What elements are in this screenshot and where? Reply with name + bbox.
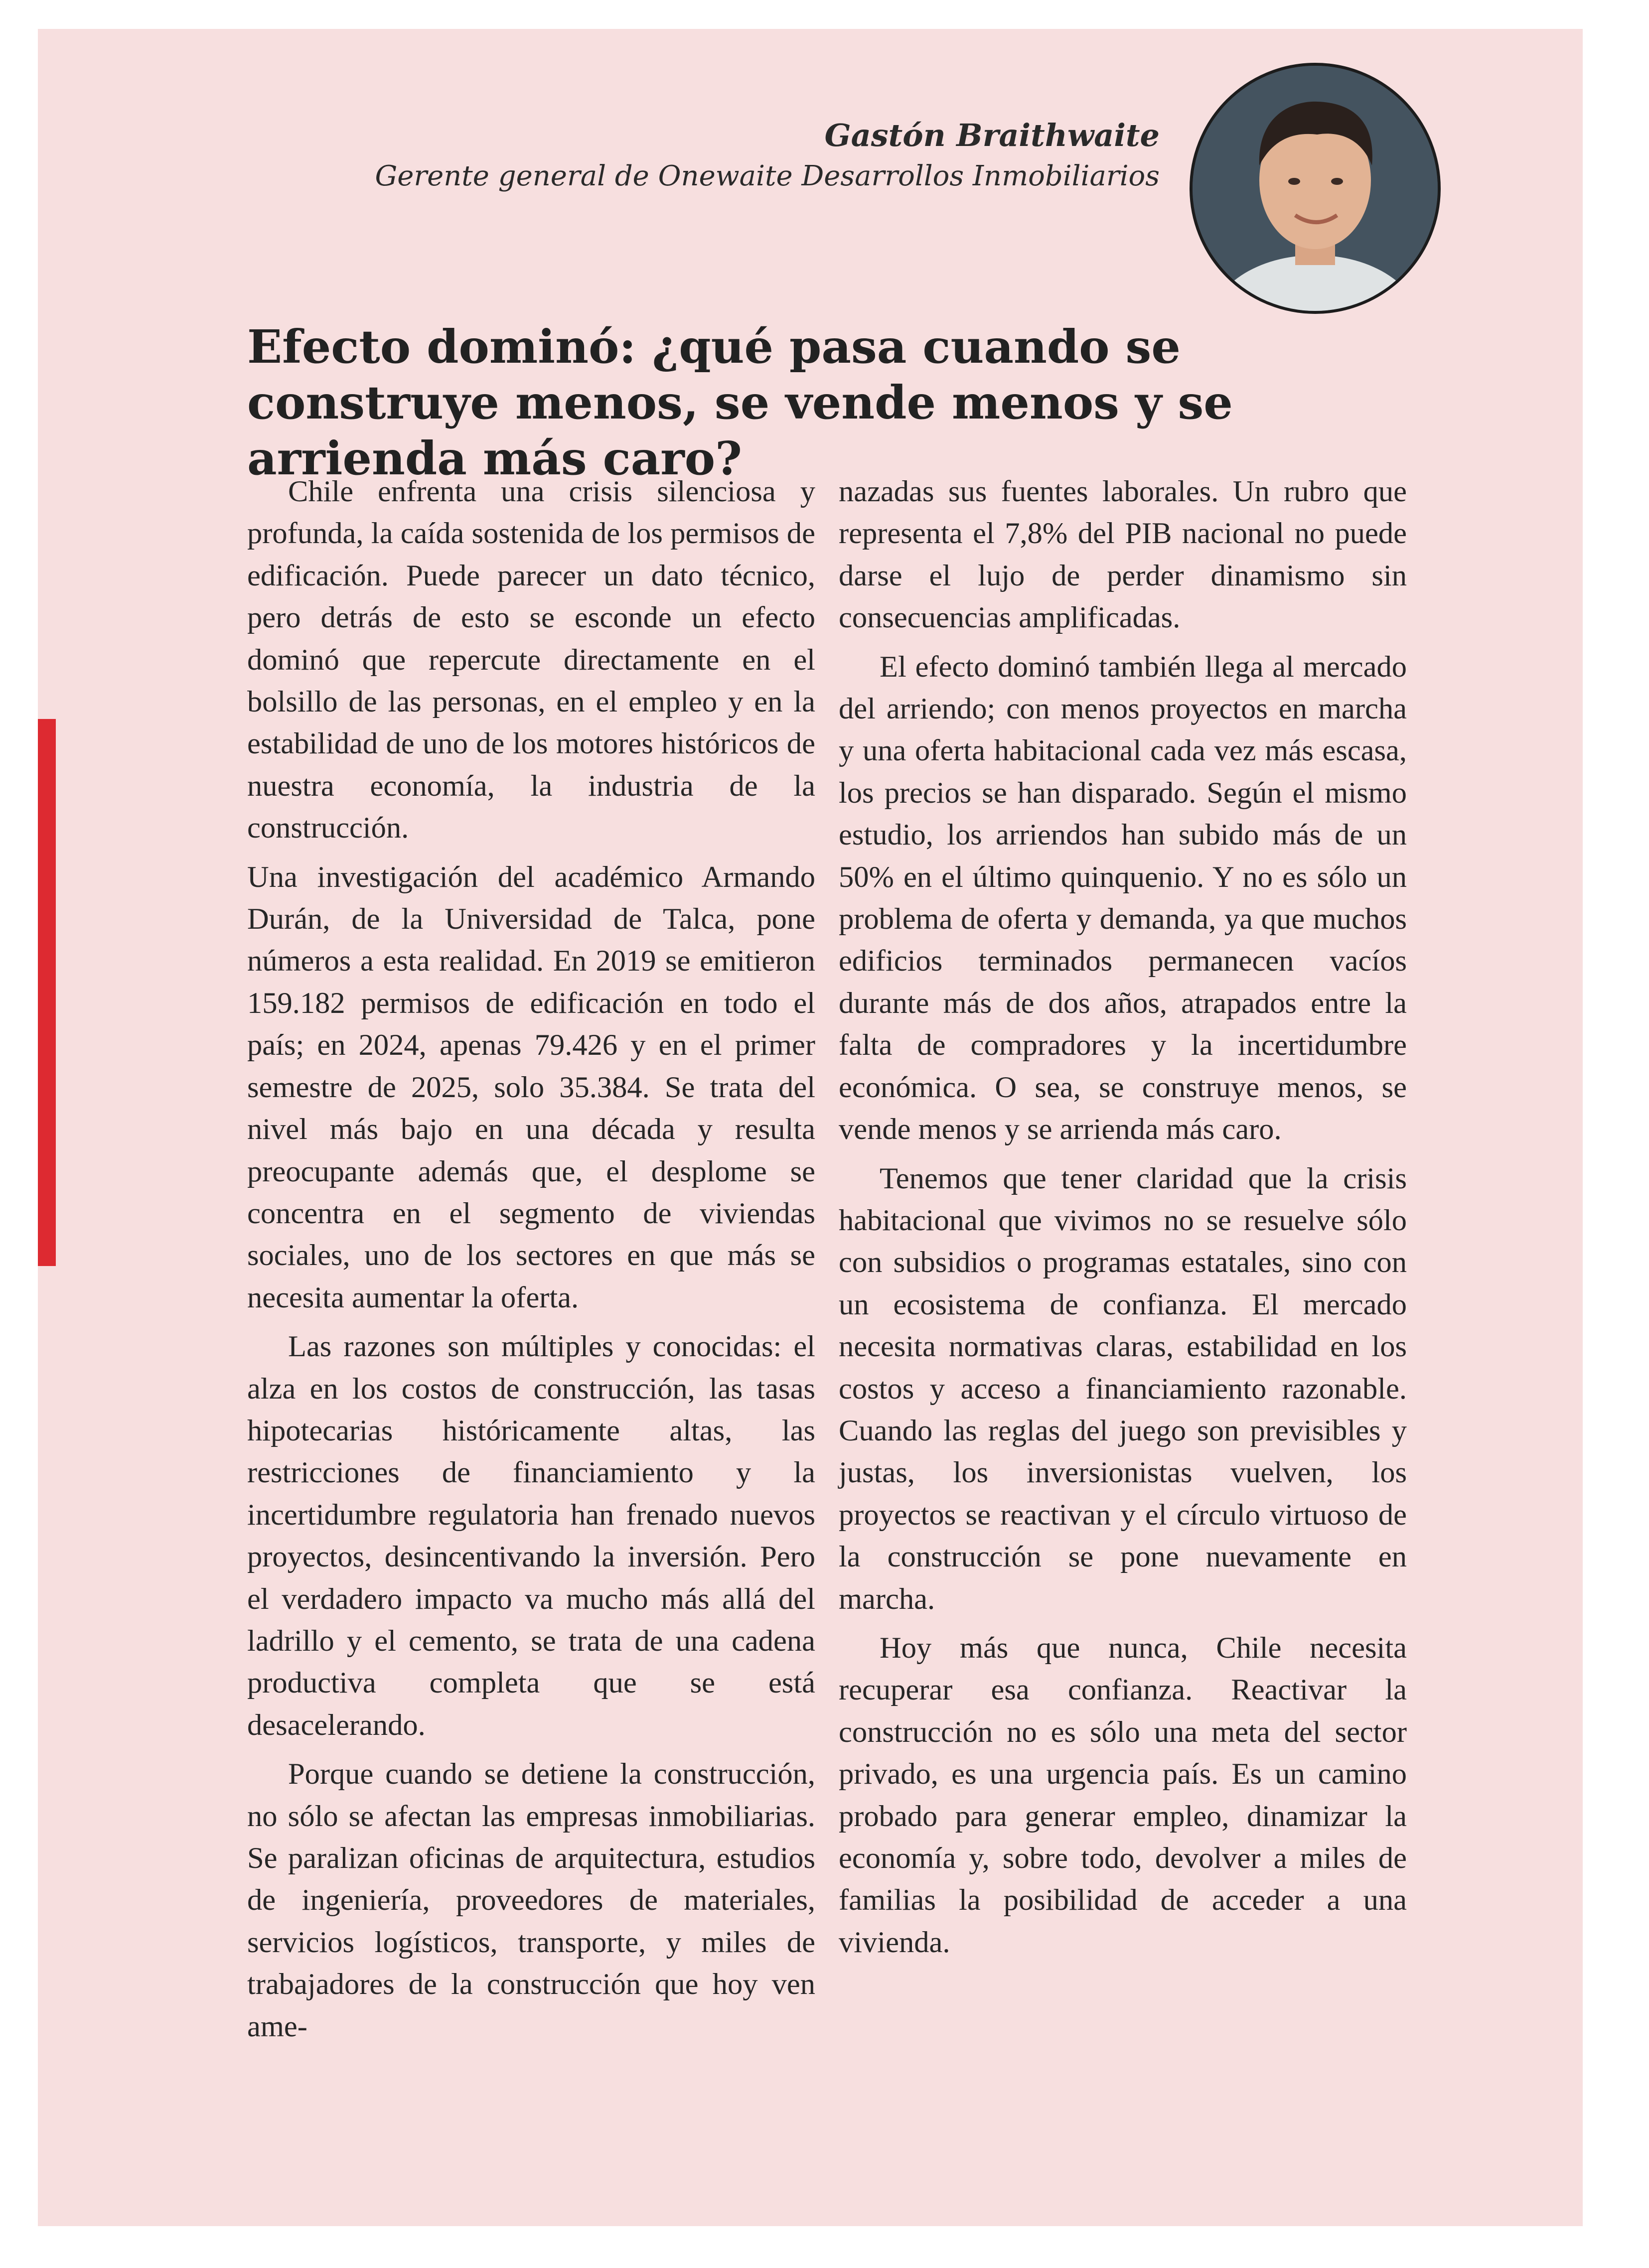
author-role: Gerente general de Onewaite Desarrollos Inmobiliarios bbox=[375, 160, 1160, 192]
article-paragraph-4-end: nazadas sus fuentes laborales. Un rubro que representa el 7,8% del PIB nacional no puede darse el lujo de perder dinamismo sin consecuencias amplificadas. bbox=[839, 475, 1407, 635]
article-paragraph-1: Chile enfrenta una crisis silenciosa y profunda, la caída sostenida de los permisos de edificación. Puede parecer un dato técnico, pero detrás de esto se esconde un efecto dominó que repercute directamente en el bolsillo de las personas, en el empleo y en la estabilidad de uno de los motores históricos de nuestra economía, la industria de la construcción. bbox=[247, 475, 815, 845]
article-paragraph-3: Las razones son múltiples y conocidas: el alza en los costos de construcción, las tasas hipotecarias históricamente altas, las restricciones de financiamiento y la incertidumbre regulatoria han frenado nuevos proyectos, desincentivando la inversión. Pero el verdadero impacto va mucho más allá del ladrillo y el cemento, se trata de una cadena productiva completa que se está desacelerando. bbox=[247, 1330, 815, 1742]
article-paragraph-2: Una investigación del académico Armando Durán, de la Universidad de Talca, pone números a esta realidad. En 2019 se emitieron 159.182 permisos de edificación en todo el país; en 2024, apenas 79.426 y en el primer semestre de 2025, solo 35.384. Se trata del nivel más bajo en una década y resulta preocupante además que, el desplome se concentra en el segmento de viviendas sociales, uno de los sectores en que más se necesita aumentar la oferta. bbox=[247, 860, 815, 1314]
article-column-left bbox=[247, 471, 815, 2055]
article-paragraph-5: El efecto dominó también llega al mercado del arriendo; con menos proyectos en marcha y una oferta habitacional cada vez más escasa, los precios se han disparado. Según el mismo estudio, los arriendos han subido más de un 50% en el último quinquenio. Y no es sólo un problema de oferta y demanda, ya que muchos edificios terminados permanecen vacíos durante más de dos años, atrapados entre la falta de compradores y la incertidumbre económica. O sea, se construye menos, se vende menos y se arrienda más caro. bbox=[839, 650, 1407, 1146]
author-name: Gastón Braithwaite bbox=[824, 117, 1160, 153]
author-avatar bbox=[1190, 63, 1441, 314]
article-paragraph-4-start: Porque cuando se detiene la construcción, no sólo se afectan las empresas inmobiliarias. Se paralizan oficinas de arquitectura, estudios de ingeniería, proveedores de materiales, servicios logísticos, transporte, y miles de trabajadores de la construcción que hoy ven ame- bbox=[247, 1757, 815, 2043]
article-headline: Efecto dominó: ¿qué pasa cuando se construye menos, se vende menos y se arrienda más caro? bbox=[247, 320, 1233, 485]
article-paragraph-6: Tenemos que tener claridad que la crisis habitacional que vivimos no se resuelve sólo con subsidios o programas estatales, sino con un ecosistema de confianza. El mercado necesita normativas claras, estabilidad en los costos y acceso a financiamiento razonable. Cuando las reglas del juego son previsibles y justas, los inversionistas vuelven, los proyectos se reactivan y el círculo virtuoso de la construcción se pone nuevamente en marcha. bbox=[839, 1161, 1407, 1616]
article-column-right bbox=[839, 471, 1407, 1971]
article-paragraph-7: Hoy más que nunca, Chile necesita recuperar esa confianza. Reactivar la construcción no es sólo una meta del sector privado, es una urgencia país. Es un camino probado para generar empleo, dinamizar la economía y, sobre todo, devolver a miles de familias la posibilidad de acceder a una vivienda. bbox=[839, 1631, 1407, 1959]
accent-bar bbox=[38, 719, 56, 1266]
author-portrait-icon bbox=[1193, 66, 1438, 311]
